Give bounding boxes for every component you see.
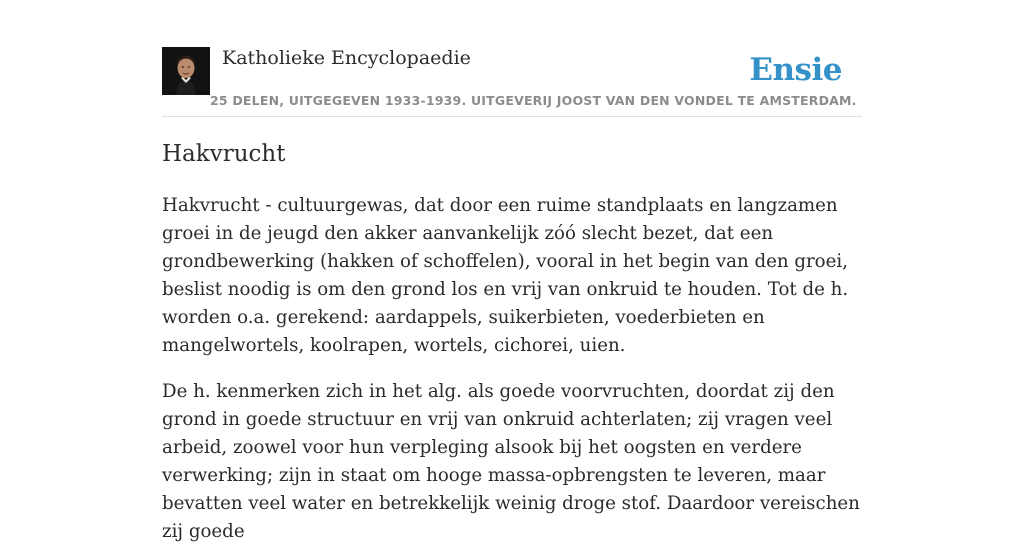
article-paragraph: De h. kenmerken zich in het alg. als goede voorvruchten, doordat zij den grond in goede structuur en vrij van onkruid achterlaten; zij vragen veel arbeid, zoowel voor hun verpleging alsook bij het oogsten en verdere verwerking; zijn in staat om hooge massa-opbrengsten te leveren, maar bevatten veel water en betrekkelijk weinig droge stof. Daardoor vereischen zij goede — [162, 381, 860, 542]
brand-logo-link[interactable]: Ensie — [749, 52, 842, 88]
site-subtitle: 25 DELEN, UITGEGEVEN 1933-1939. UITGEVERIJ JOOST VAN DEN VONDEL TE AMSTERDAM. — [210, 93, 857, 108]
article — [162, 138, 862, 546]
article-paragraph: Hakvrucht - cultuurgewas, dat door een ruime standplaats en langzamen groei in de jeugd den akker aanvankelijk zóó slecht bezet, dat een grondbewerking (hakken of schoffelen), vooral in het begin van den groei, beslist noodig is om den grond los en vrij van onkruid te houden. Tot de h. worden o.a. gerekend: aardappels, suikerbieten, voederbieten en mangelwortels, koolrapen, wortels, cichorei, uien. — [162, 195, 849, 356]
site-title[interactable]: Katholieke Encyclopaedie — [222, 47, 471, 69]
article-title: Hakvrucht — [162, 141, 286, 167]
portrait-avatar-icon[interactable] — [162, 47, 210, 95]
site-header — [162, 46, 862, 117]
